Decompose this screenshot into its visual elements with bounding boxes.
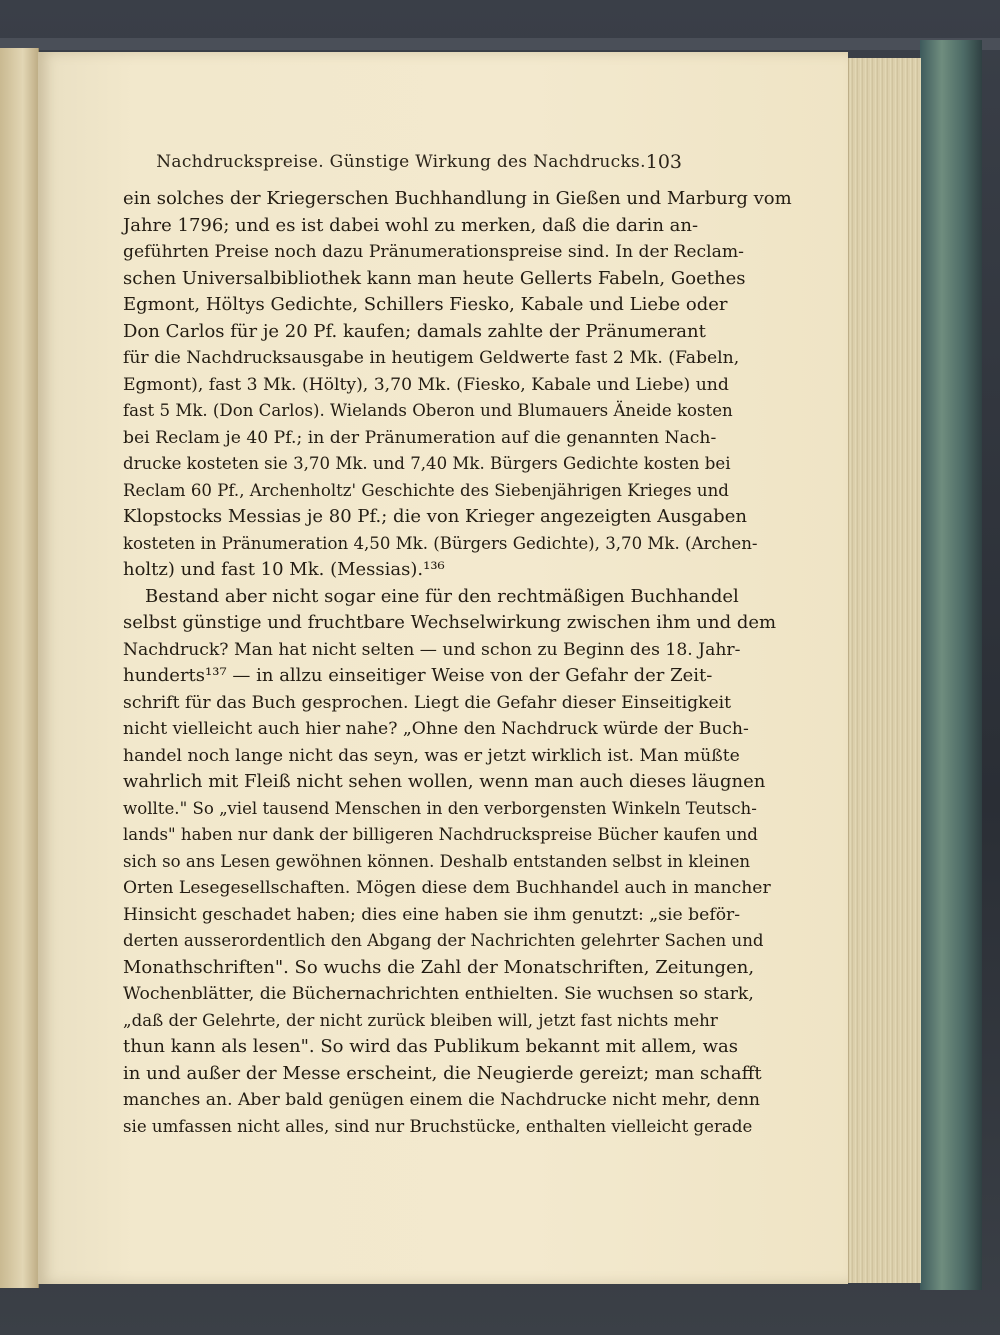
text-line: holtz) und fast 10 Mk. (Messias).¹³⁶ xyxy=(123,559,445,580)
text-line: derten ausserordentlich den Abgang der Nachrichten gelehrter Sachen und xyxy=(123,931,764,950)
text-line: Egmont, Höltys Gedichte, Schillers Fiesko, Kabale und Liebe oder xyxy=(123,294,728,315)
text-line: handel noch lange nicht das seyn, was er jetzt wirklich ist. Man müßte xyxy=(123,745,740,766)
text-line: kosteten in Pränumeration 4,50 Mk. (Bürgers Gedichte), 3,70 Mk. (Archen- xyxy=(123,533,758,553)
text-line: ein solches der Kriegerschen Buchhandlung in Gießen und Marburg vom xyxy=(123,188,792,209)
text-line: schen Universalbibliothek kann man heute Gellerts Fabeln, Goethes xyxy=(123,267,746,289)
text-line: schrift für das Buch gesprochen. Liegt die Gefahr dieser Einseitigkeit xyxy=(123,692,732,713)
running-header: Nachdruckspreise. Günstige Wirkung des Nachdrucks. xyxy=(156,152,646,172)
text-line: wahrlich mit Fleiß nicht sehen wollen, wenn man auch dieses läugnen xyxy=(123,771,766,792)
text-line: „daß der Gelehrte, der nicht zurück bleiben will, jetzt fast nichts mehr xyxy=(123,1010,718,1030)
page-number: 103 xyxy=(645,151,682,173)
text-line: manches an. Aber bald genügen einem die Nachdrucke nicht mehr, denn xyxy=(123,1090,760,1110)
text-line: Reclam 60 Pf., Archenholtz' Geschichte des Siebenjährigen Krieges und xyxy=(123,480,729,500)
text-line: selbst günstige und fruchtbare Wechselwirkung zwischen ihm und dem xyxy=(123,612,777,633)
text-line: Jahre 1796; und es ist dabei wohl zu merken, daß die darin an- xyxy=(123,214,699,236)
text-line: bei Reclam je 40 Pf.; in der Pränumeration auf die genannten Nach- xyxy=(123,427,717,448)
text-line: nicht vielleicht auch hier nahe? „Ohne den Nachdruck würde der Buch- xyxy=(123,719,749,739)
text-line: geführten Preise noch dazu Pränumerationspreise sind. In der Reclam- xyxy=(123,242,744,262)
page-edges xyxy=(848,58,921,1283)
text-line: Klopstocks Messias je 80 Pf.; die von Krieger angezeigten Ausgaben xyxy=(123,506,747,527)
body-text xyxy=(123,186,792,1140)
text-line: drucke kosteten sie 3,70 Mk. und 7,40 Mk. Bürgers Gedichte kosten bei xyxy=(123,454,731,473)
text-line: Egmont), fast 3 Mk. (Hölty), 3,70 Mk. (Fiesko, Kabale und Liebe) und xyxy=(123,374,729,395)
text-line: fast 5 Mk. (Don Carlos). Wielands Oberon und Blumauers Äneide kosten xyxy=(123,401,733,420)
text-line: Nachdruck? Man hat nicht selten — und schon zu Beginn des 18. Jahr- xyxy=(123,639,741,660)
text-line: Bestand aber nicht sogar eine für den rechtmäßigen Buchhandel xyxy=(145,585,739,607)
text-line: wollte." So „viel tausend Menschen in den verborgensten Winkeln Teutsch- xyxy=(123,798,757,818)
text-line: Monathschriften". So wuchs die Zahl der Monatschriften, Zeitungen, xyxy=(123,956,755,978)
text-line: hunderts¹³⁷ — in allzu einseitiger Weise von der Gefahr der Zeit- xyxy=(123,665,713,686)
text-line: sie umfassen nicht alles, sind nur Bruchstücke, enthalten vielleicht gerade xyxy=(123,1116,753,1136)
text-line: in und außer der Messe erscheint, die Neugierde gereizt; man schafft xyxy=(123,1062,762,1084)
text-line: lands" haben nur dank der billigeren Nachdruckspreise Bücher kaufen und xyxy=(123,825,758,844)
book-cover-top-edge xyxy=(0,38,1000,50)
text-line: Hinsicht geschadet haben; dies eine haben sie ihm genutzt: „sie beför- xyxy=(123,904,741,925)
text-line: Orten Lesegesellschaften. Mögen diese dem Buchhandel auch in mancher xyxy=(123,878,771,898)
book-cover-spine xyxy=(920,40,982,1290)
text-line: Don Carlos für je 20 Pf. kaufen; damals zahlte der Pränumerant xyxy=(123,320,706,342)
left-page-edge xyxy=(0,48,39,1288)
text-line: Wochenblätter, die Büchernachrichten enthielten. Sie wuchsen so stark, xyxy=(123,984,754,1004)
text-line: für die Nachdrucksausgabe in heutigem Geldwerte fast 2 Mk. (Fabeln, xyxy=(123,348,740,368)
text-line: thun kann als lesen". So wird das Publikum bekannt mit allem, was xyxy=(123,1036,739,1057)
text-line: sich so ans Lesen gewöhnen können. Deshalb entstanden selbst in kleinen xyxy=(123,851,751,871)
